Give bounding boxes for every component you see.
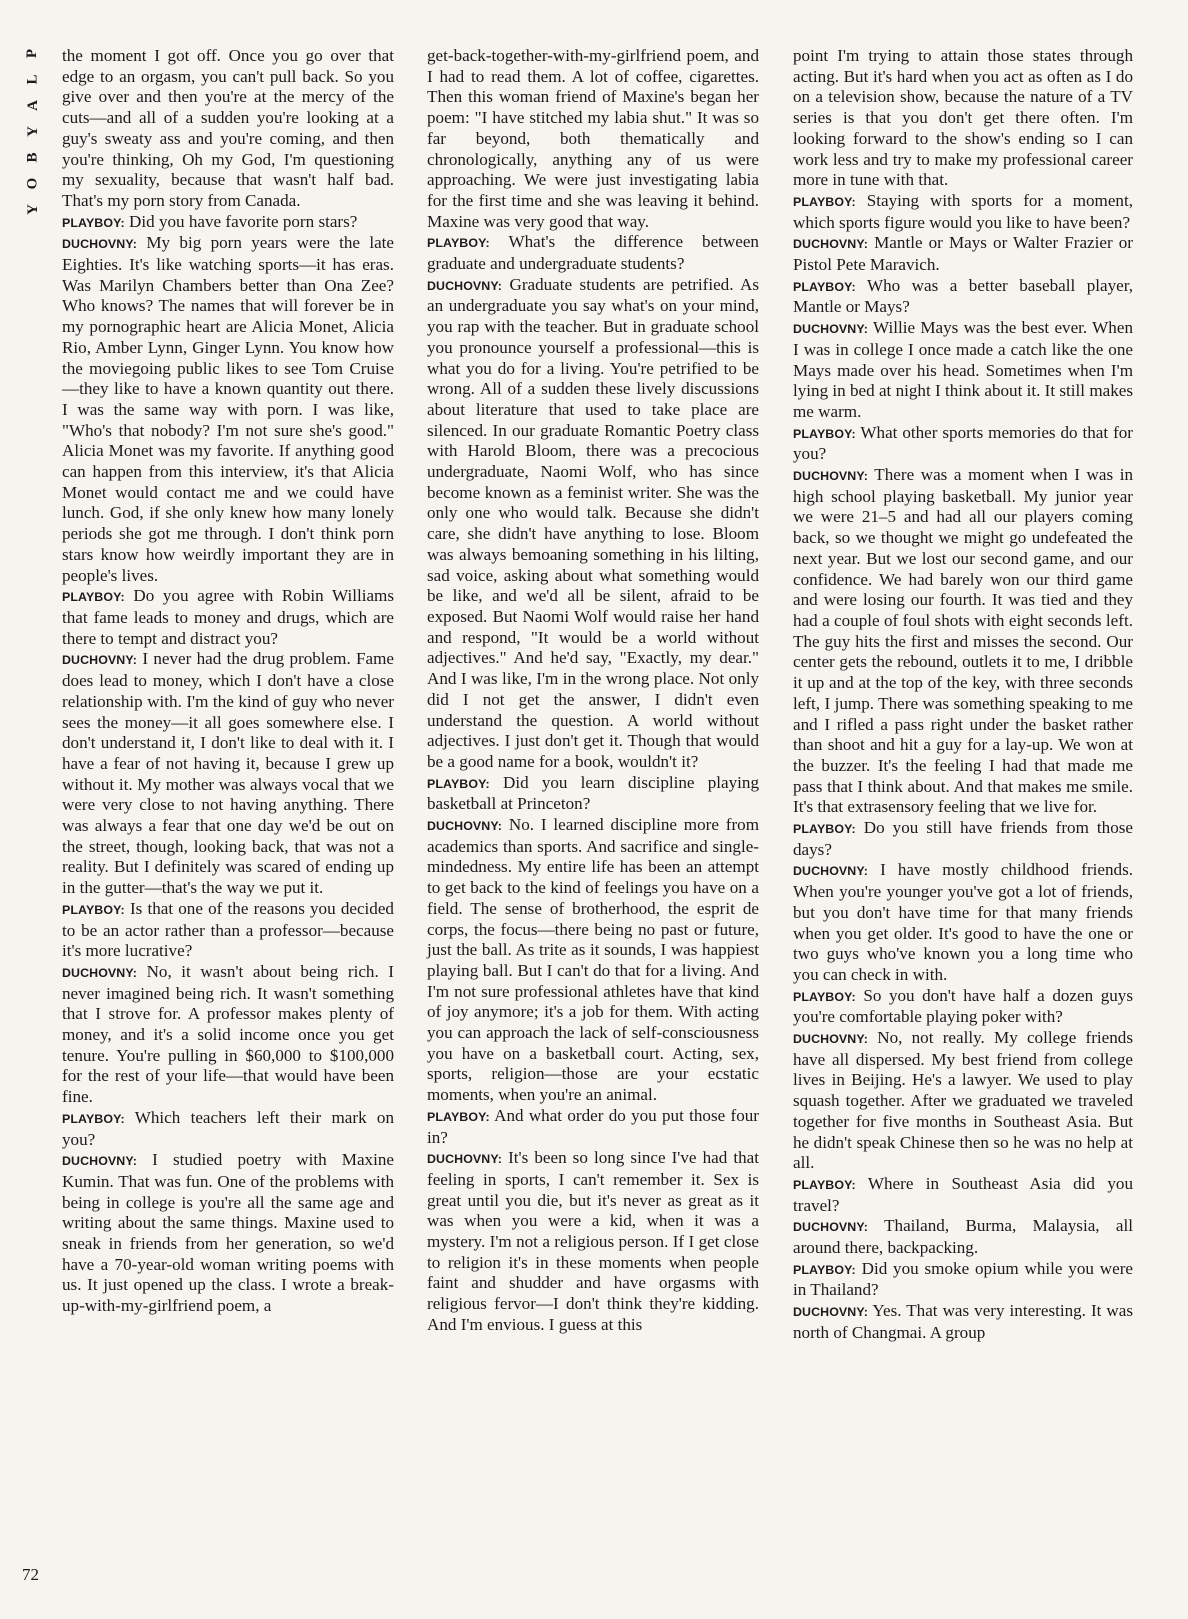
magazine-letter: A	[24, 100, 41, 111]
interview-paragraph	[793, 423, 1133, 465]
paragraph-text: I have mostly childhood friends. When you're younger you've got a lot of friends, but you don't have time for that many friends when you get older. It's good to have the one or two guys who've known you a long time who you can check in with.	[793, 860, 1133, 984]
speaker-label: DUCHOVNY:	[793, 469, 869, 484]
paragraph-text: Where in Southeast Asia did you travel?	[793, 1173, 1134, 1215]
speaker-label: PLAYBOY:	[62, 902, 125, 917]
paragraph-text: Yes. That was very interesting. It was north of Changmai. A group	[793, 1301, 1133, 1342]
paragraph-text: No. I learned discipline more from academics than sports. And sacrifice and single-mindedness. My entire life has been an attempt to get back to the kind of feelings you have on a field. The sense of brotherhood, the esprit de corps, the focus—there being no past or future, just the ball. As trite as it sounds, I was happiest playing ball. But I can't do that for a living. And I'm not sure professional athletes have that kind of joy anymore; it's a job for them. With acting you can approach the lack of self-consciousness you have on a basketball court. Acting, sex, sports, religion—those are your ecstatic moments, when you're an animal.	[427, 815, 759, 1105]
paragraph-text: the moment I got off. Once you go over that edge to an orgasm, you can't pull back. So you give over and then you're at the mercy of the cuts—and all of a sudden you're looking at a guy's sweaty ass and you're coming, and then you're thinking, Oh my God, I'm questioning my sexuality, because that wasn't half bad. That's my porn story from Canada.	[62, 46, 394, 210]
interview-paragraph	[793, 465, 1133, 818]
speaker-label: PLAYBOY:	[427, 236, 490, 251]
speaker-label: PLAYBOY:	[793, 426, 856, 441]
paragraph-text: Graduate students are petrified. As an undergraduate you say what's on your mind, you rap with the teacher. But in graduate school you pronounce yourself a professional—this is what you do for a living. You're petrified to be wrong. All of a sudden these lively discussions about literature that used to take place are silenced. In our graduate Romantic Poetry class with Harold Bloom, there was a precocious undergraduate, Naomi Wolf, who has since become known as a feminist writer. She was the only one who would talk. Because she didn't care, she didn't have anything to lose. Bloom was always bemoaning something in his lilting, sad voice, asking about what something would be like, and we'd all be silent, afraid to be exposed. But Naomi Wolf would raise her hand and respond, "It would be a world without adjectives." And he'd say, "Exactly, my dear." And I was like, I'm in the wrong place. Not only did I not get the answer, I didn't even understand the question. A world without adjectives. I just don't get it. Though that would be a good name for a book, wouldn't it?	[427, 274, 760, 771]
paragraph-text: Which teachers left their mark on you?	[62, 1107, 394, 1149]
speaker-label: DUCHOVNY:	[427, 1152, 503, 1167]
paragraph-text: Did you have favorite porn stars?	[129, 211, 358, 231]
interview-paragraph	[793, 1216, 1133, 1258]
interview-paragraph	[62, 649, 394, 898]
speaker-label: DUCHOVNY:	[793, 1032, 869, 1047]
speaker-label: PLAYBOY:	[793, 822, 856, 837]
interview-paragraph	[62, 899, 394, 962]
speaker-label: PLAYBOY:	[793, 989, 856, 1004]
paragraph-text: point I'm trying to attain those states through acting. But it's hard when you act as often as I do on a television show, because the nature of a TV series is that you don't get there often. I'm looking forward to the show's ending so I can work less and try to make my professional career more in tune with that.	[793, 46, 1133, 190]
speaker-label: PLAYBOY:	[62, 590, 125, 605]
speaker-label: PLAYBOY:	[62, 1111, 125, 1126]
speaker-label: DUCHOVNY:	[793, 322, 869, 337]
speaker-label: PLAYBOY:	[793, 1262, 856, 1277]
magazine-letter: P	[24, 48, 41, 59]
paragraph-text: No, it wasn't about being rich. I never imagined being rich. It wasn't something that I strove for. A professor makes plenty of money, and it's a solid income once you get tenure. You're pulling in $60,000 to $100,000 for the rest of your life—that would have been fine.	[62, 961, 394, 1107]
paragraph-text: Is that one of the reasons you decided to be an actor rather than a professor—because it's more lucrative?	[62, 898, 394, 961]
speaker-label: DUCHOVNY:	[793, 864, 869, 879]
interview-paragraph	[62, 586, 394, 649]
speaker-label: DUCHOVNY:	[427, 278, 503, 293]
interview-paragraph	[427, 232, 759, 274]
interview-paragraph	[427, 815, 759, 1106]
interview-paragraph	[793, 233, 1133, 275]
interview-paragraph	[793, 191, 1133, 233]
paragraph-text: Do you agree with Robin Williams that fame leads to money and drugs, which are there to tempt and distract you?	[62, 586, 394, 648]
speaker-label: DUCHOVNY:	[793, 1305, 869, 1320]
interview-paragraph	[62, 1108, 394, 1150]
paragraph-text: get-back-together-with-my-girlfriend poem, and I had to read them. A lot of coffee, cigarettes. Then this woman friend of Maxine's began her poem: "I have stitched my labia shut." It was so far beyond, both thematically and chronologically, anything any of us were approaching. We were just investigating labia for the first time and she was leaving it behind. Maxine was very good that way.	[427, 46, 759, 231]
paragraph-text: So you don't have half a dozen guys you're comfortable playing poker with?	[793, 985, 1133, 1027]
magazine-letter: L	[24, 74, 41, 85]
interview-paragraph	[793, 276, 1133, 318]
speaker-label: PLAYBOY:	[793, 194, 856, 209]
interview-paragraph	[427, 275, 759, 773]
interview-paragraph	[793, 818, 1133, 860]
article-column-3	[793, 46, 1133, 1344]
speaker-label: DUCHOVNY:	[62, 1154, 138, 1169]
speaker-label: DUCHOVNY:	[62, 965, 138, 980]
paragraph-text: Did you smoke opium while you were in Thailand?	[793, 1258, 1133, 1300]
paragraph-text: No, not really. My college friends have all dispersed. My best friend from college lives in Beijing. He's a lawyer. We used to play squash together. After we graduated we traveled together for five months in Southeast Asia. But he didn't speak Chinese then so he was no help at all.	[793, 1028, 1134, 1173]
paragraph-text: Willie Mays was the best ever. When I was in college I once made a catch like the one Mays made over his head. Sometimes when I'm lying in bed at night I think about it. It still makes me warm.	[793, 318, 1133, 421]
magazine-letter: O	[24, 177, 41, 190]
magazine-letter: Y	[24, 126, 41, 137]
paragraph-text: Do you still have friends from those days?	[793, 818, 1133, 859]
interview-paragraph	[62, 46, 394, 212]
interview-paragraph	[62, 1150, 394, 1317]
interview-paragraph	[793, 1301, 1133, 1343]
interview-paragraph	[793, 986, 1133, 1028]
interview-paragraph	[793, 318, 1133, 423]
speaker-label: DUCHOVNY:	[62, 237, 138, 252]
paragraph-text: I studied poetry with Maxine Kumin. That was fun. One of the problems with being in college is you're all the same age and writing about the same things. Maxine used to sneak in friends from her generation, so we'd have a 70-year-old woman writing poems with us. It just opened up the class. I wrote a break-up-with-my-girlfriend poem, a	[62, 1150, 394, 1316]
paragraph-text: There was a moment when I was in high school playing basketball. My junior year we were 21–5 and had all our players coming back, so we thought we might go undefeated the next year. But we lost our second game, and our confidence. We had barely won our third game and were losing our fourth. It was tied and they had a couple of foul shots with eight seconds left. The guy hits the first and misses the second. Our center gets the rebound, outlets it to me, I dribble it up and at the top of the key, with three seconds left, I jump. There was something speaking to me and I rifled a pass right under the basket rather than shoot and hit a guy for a lay-up. We won at the buzzer. It's the feeling I had that made me pass that I think about. And that makes me smile. It's that extrasensory feeling that we live for.	[793, 465, 1134, 817]
paragraph-text: Mantle or Mays or Walter Frazier or Pistol Pete Maravich.	[793, 233, 1133, 275]
interview-paragraph	[793, 1174, 1133, 1216]
interview-paragraph	[793, 1259, 1133, 1301]
interview-paragraph	[427, 1148, 759, 1335]
interview-paragraph	[793, 860, 1133, 985]
paragraph-text: What other sports memories do that for you?	[793, 422, 1133, 464]
page-number: 72	[22, 1565, 39, 1584]
paragraph-text: Staying with sports for a moment, which sports figure would you like to have been?	[793, 190, 1133, 232]
paragraph-text: Who was a better baseball player, Mantle or Mays?	[793, 275, 1134, 317]
interview-paragraph	[427, 1106, 759, 1148]
speaker-label: PLAYBOY:	[427, 1109, 490, 1124]
speaker-label: DUCHOVNY:	[793, 1220, 869, 1235]
article-column-2	[427, 46, 759, 1336]
speaker-label: PLAYBOY:	[793, 1177, 856, 1192]
speaker-label: PLAYBOY:	[427, 776, 490, 791]
paragraph-text: What's the difference between graduate and undergraduate students?	[427, 232, 759, 274]
article-column-1	[62, 46, 394, 1317]
paragraph-text: It's been so long since I've had that feeling in sports, I can't remember it. Sex is great until you die, but it's never as great as it was when you were a kid, when it was a mystery. I'm not a religious person. If I get close to religion it's in these moments when people faint and shudder and have orgasms with religious fervor—I don't think they're kidding. And I'm envious. I guess at this	[427, 1148, 759, 1334]
interview-paragraph	[793, 1028, 1133, 1174]
interview-paragraph	[427, 46, 759, 232]
interview-paragraph	[793, 46, 1133, 191]
speaker-label: DUCHOVNY:	[427, 819, 503, 834]
paragraph-text: And what order do you put those four in?	[427, 1105, 759, 1147]
speaker-label: DUCHOVNY:	[62, 653, 138, 668]
magazine-letter: Y	[24, 204, 41, 215]
interview-paragraph	[62, 962, 394, 1108]
paragraph-text: I never had the drug problem. Fame does lead to money, which I don't have a close relationship with. I'm the kind of guy who never sees the money—it all goes somewhere else. I don't understand it, I don't like to deal with it. I have a fear of not having it, because I grew up without it. My mother was always vocal that we were very close to not having anything. There was always a fear that one day we'd be out on the street, though, looking back, that was not a reality. But I definitely was scared of ending up in the gutter—that's the way we put it.	[62, 649, 395, 898]
paragraph-text: Did you learn discipline playing basketball at Princeton?	[427, 772, 759, 814]
speaker-label: PLAYBOY:	[62, 215, 125, 230]
magazine-letter: B	[24, 152, 41, 163]
paragraph-text: My big porn years were the late Eighties. It's like watching sports—it has eras. Was Marilyn Chambers better than Ona Zee? Who knows? The names that will forever be in my pornographic heart are Alicia Monet, Alicia Rio, Amber Lynn, Ginger Lynn. You know how the moviegoing public likes to see Tom Cruise—they like to have a known quantity out there. I was the same way with porn. I was like, "Who's that nobody? I'm not sure she's good." Alicia Monet was my favorite. If anything good can happen from this interview, it's that Alicia Monet would contact me and we could have lunch. God, if she only knew how many lonely periods she got me through. I don't think porn stars know how weirdly important they are in people's lives.	[62, 233, 394, 585]
speaker-label: DUCHOVNY:	[793, 237, 869, 252]
speaker-label: PLAYBOY:	[793, 279, 856, 294]
interview-paragraph	[427, 773, 759, 815]
magazine-name-vertical	[24, 46, 42, 217]
interview-paragraph	[62, 233, 394, 586]
interview-paragraph	[62, 212, 394, 234]
paragraph-text: Thailand, Burma, Malaysia, all around there, backpacking.	[793, 1216, 1133, 1258]
